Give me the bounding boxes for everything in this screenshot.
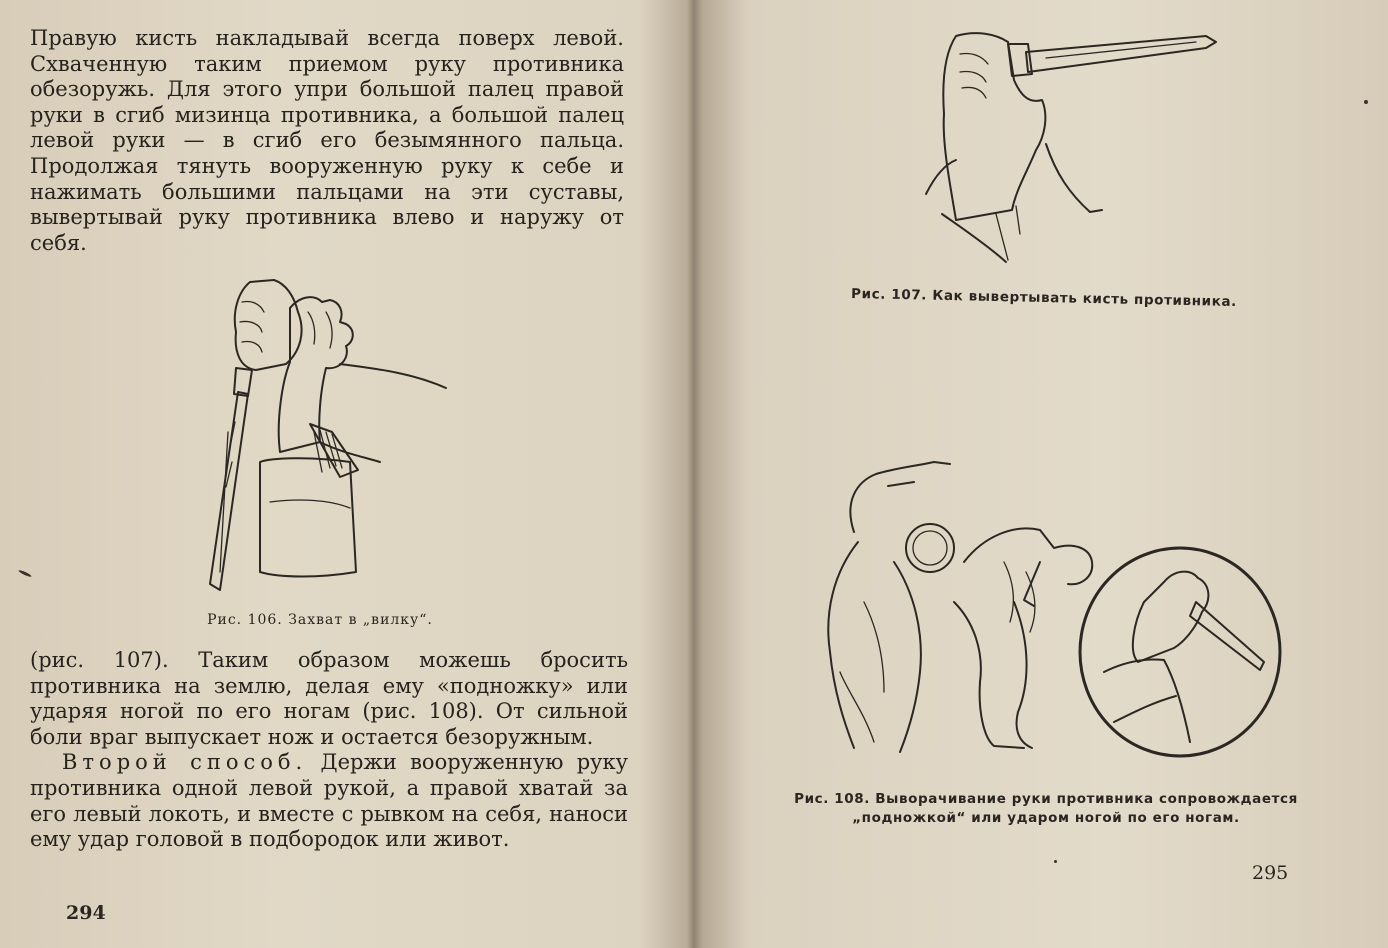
figure-108-drawing <box>804 452 1294 772</box>
figure-107-drawing <box>916 24 1226 274</box>
figure-107-caption: Рис. 107. Как вывертывать кисть противника. <box>850 285 1238 311</box>
method-heading: Второй способ. <box>62 750 308 775</box>
right-page <box>700 0 1388 948</box>
figure-106-drawing <box>190 272 460 602</box>
page-number-right: 295 <box>1252 862 1289 884</box>
paragraph-bottom-2-text: Держи вооруженную руку противника одной левой рукой, а правой хватай за его левый локоть, и вместе с рывком на себя, наноси ему удар головой в подбородок или живот. <box>30 750 628 852</box>
figure-108-takedown <box>804 452 1294 772</box>
page-mark <box>1054 860 1057 863</box>
figure-106-knife-grip <box>190 272 460 602</box>
page-mark <box>1364 100 1368 104</box>
page-number-left: 294 <box>66 902 106 924</box>
figure-107-wrist-twist <box>916 24 1226 274</box>
paragraph-bottom-1: (рис. 107). Таким образом можешь бросить противника на землю, делая ему «подножку» или ударяя ногой по его ногам (рис. 108). От сильной боли враг выпускает нож и остается безоружным. <box>30 648 628 749</box>
page-mark <box>18 569 32 578</box>
figure-106-caption: Рис. 106. Захват в „вилку“. <box>207 612 433 628</box>
paragraph-bottom-2 <box>30 750 628 852</box>
paragraph-bottom <box>30 648 628 853</box>
paragraph-top <box>30 26 624 256</box>
figure-108-caption: Рис. 108. Выворачивание руки противника сопровождается „подножкой“ или ударом ногой по его ногам. <box>794 791 1298 826</box>
left-page <box>0 0 690 948</box>
paragraph-top-text: Правую кисть накладывай всегда поверх левой. Схваченную таким приемом руку противника обезоружь. Для этого упри большой палец правой руки в сгиб мизинца противника, а большой палец левой руки — в сгиб его безымянного пальца. Продолжая тянуть вооруженную руку к себе и нажимать большими пальцами на эти суставы, вывертывай руку противника влево и наружу от себя. <box>30 26 624 255</box>
